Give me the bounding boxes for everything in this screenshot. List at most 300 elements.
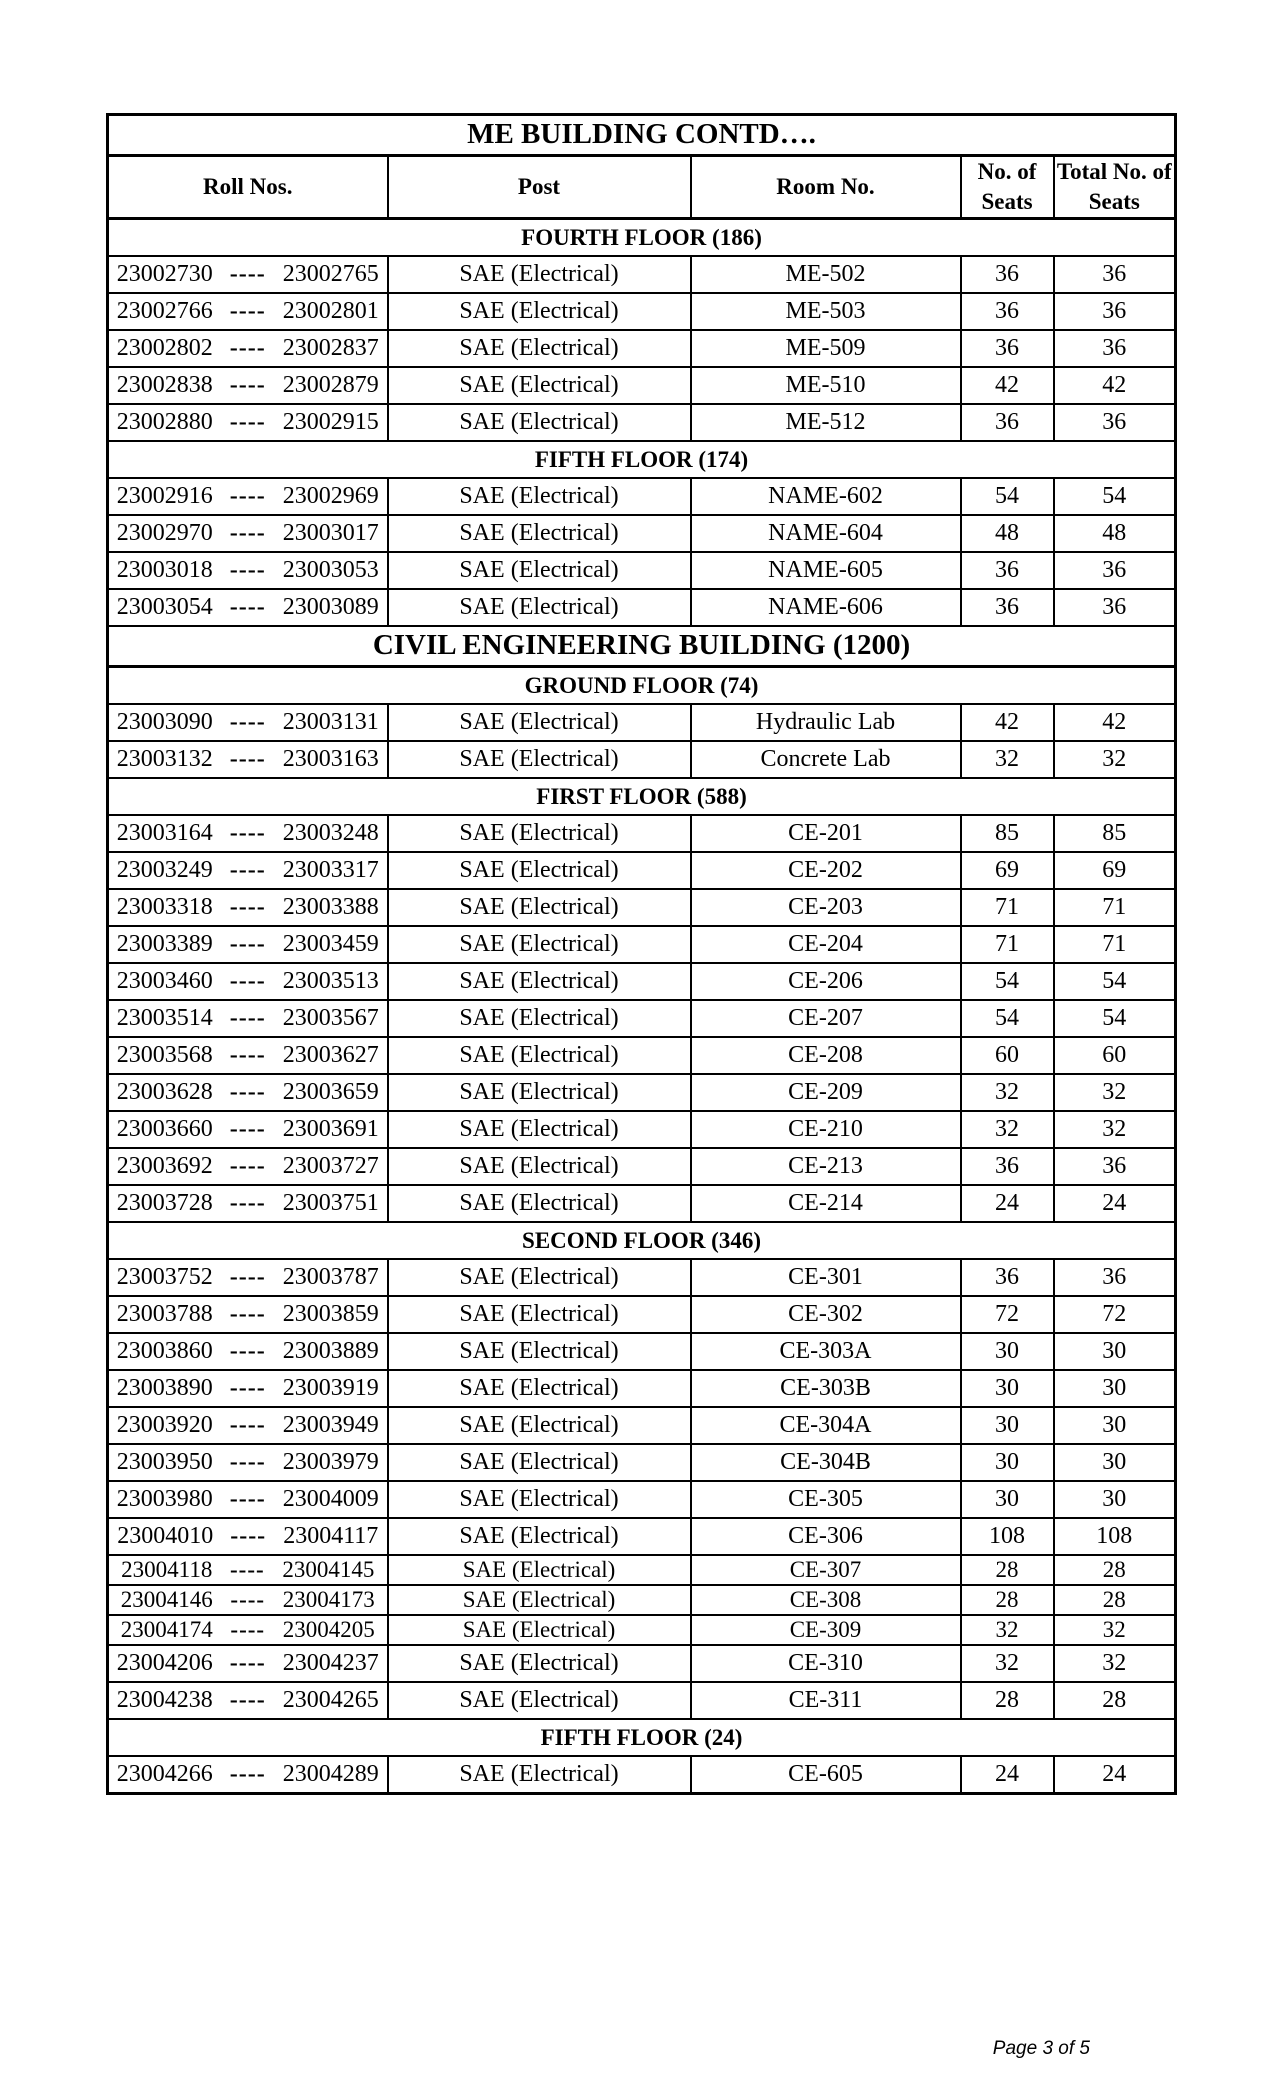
roll-from: 23002730 <box>116 261 213 288</box>
roll-range-cell <box>108 1481 388 1518</box>
room-no-cell: CE-307 <box>691 1555 961 1585</box>
roll-from: 23003514 <box>116 1005 213 1032</box>
roll-from: 23004146 <box>120 1587 213 1613</box>
total-seats-cell: 24 <box>1054 1756 1176 1794</box>
roll-range-separator: ---- <box>229 1116 266 1143</box>
roll-from: 23003752 <box>116 1264 213 1291</box>
header-total-seats: Total No. of Seats <box>1054 156 1176 219</box>
room-no-cell: Hydraulic Lab <box>691 704 961 741</box>
seats-cell: 28 <box>961 1585 1054 1615</box>
roll-range-cell <box>108 1682 388 1719</box>
building-title-row <box>108 115 1176 156</box>
table-row <box>108 1296 1176 1333</box>
seats-cell: 36 <box>961 589 1054 626</box>
roll-to: 23003317 <box>282 857 379 884</box>
roll-from: 23003132 <box>116 746 213 773</box>
seats-cell: 32 <box>961 1111 1054 1148</box>
total-seats-cell: 28 <box>1054 1585 1176 1615</box>
table-row <box>108 1074 1176 1111</box>
room-no-cell: NAME-604 <box>691 515 961 552</box>
room-no-cell: CE-304A <box>691 1407 961 1444</box>
room-no-cell: CE-213 <box>691 1148 961 1185</box>
roll-from: 23003318 <box>116 894 213 921</box>
roll-range-cell <box>108 1333 388 1370</box>
roll-to: 23004205 <box>282 1617 375 1643</box>
total-seats-cell: 36 <box>1054 1148 1176 1185</box>
roll-range-separator: ---- <box>229 1687 266 1714</box>
roll-range-separator: ---- <box>229 746 266 773</box>
table-row <box>108 1037 1176 1074</box>
roll-range-cell <box>108 815 388 852</box>
roll-from: 23003389 <box>116 931 213 958</box>
roll-to: 23003459 <box>282 931 379 958</box>
roll-range-cell <box>108 1370 388 1407</box>
room-no-cell: ME-509 <box>691 330 961 367</box>
post-cell: SAE (Electrical) <box>388 1259 691 1296</box>
roll-range-separator: ---- <box>229 1486 266 1513</box>
room-no-cell: CE-309 <box>691 1615 961 1645</box>
roll-to: 23003691 <box>282 1116 379 1143</box>
roll-to: 23004237 <box>282 1650 379 1677</box>
roll-range-cell <box>108 1185 388 1222</box>
seats-cell: 32 <box>961 741 1054 778</box>
roll-range-separator: ---- <box>229 1042 266 1069</box>
roll-to: 23003659 <box>282 1079 379 1106</box>
roll-from: 23003628 <box>116 1079 213 1106</box>
roll-to: 23003919 <box>282 1375 379 1402</box>
roll-to: 23002765 <box>282 261 379 288</box>
room-no-cell: CE-204 <box>691 926 961 963</box>
post-cell: SAE (Electrical) <box>388 1518 691 1555</box>
room-no-cell: CE-210 <box>691 1111 961 1148</box>
table-row <box>108 704 1176 741</box>
table-row <box>108 1615 1176 1645</box>
post-cell: SAE (Electrical) <box>388 404 691 441</box>
floor-heading-row <box>108 441 1176 478</box>
roll-range-cell <box>108 1037 388 1074</box>
room-no-cell: NAME-602 <box>691 478 961 515</box>
seats-cell: 71 <box>961 889 1054 926</box>
roll-range-cell <box>108 1000 388 1037</box>
roll-range-separator: ---- <box>229 1412 266 1439</box>
roll-range-separator: ---- <box>230 1523 267 1550</box>
post-cell: SAE (Electrical) <box>388 367 691 404</box>
roll-range-cell <box>108 1756 388 1794</box>
total-seats-cell: 32 <box>1054 1615 1176 1645</box>
total-seats-cell: 85 <box>1054 815 1176 852</box>
total-seats-cell: 32 <box>1054 1111 1176 1148</box>
seats-cell: 28 <box>961 1555 1054 1585</box>
roll-to: 23003388 <box>282 894 379 921</box>
roll-range-separator: ---- <box>230 1557 265 1583</box>
table-row <box>108 1185 1176 1222</box>
room-no-cell: ME-502 <box>691 256 961 293</box>
seats-cell: 60 <box>961 1037 1054 1074</box>
roll-range-separator: ---- <box>229 820 266 847</box>
roll-to: 23003513 <box>282 968 379 995</box>
room-no-cell: CE-303A <box>691 1333 961 1370</box>
room-no-cell: NAME-606 <box>691 589 961 626</box>
room-no-cell: CE-303B <box>691 1370 961 1407</box>
room-no-cell: CE-214 <box>691 1185 961 1222</box>
post-cell: SAE (Electrical) <box>388 478 691 515</box>
roll-from: 23003568 <box>116 1042 213 1069</box>
table-row <box>108 1585 1176 1615</box>
table-row <box>108 852 1176 889</box>
roll-range-cell <box>108 852 388 889</box>
table-row <box>108 1370 1176 1407</box>
room-no-cell: Concrete Lab <box>691 741 961 778</box>
roll-range-cell <box>108 1615 388 1645</box>
floor-heading: FIRST FLOOR (588) <box>108 778 1176 815</box>
table-row <box>108 515 1176 552</box>
post-cell: SAE (Electrical) <box>388 515 691 552</box>
roll-to: 23003727 <box>282 1153 379 1180</box>
roll-from: 23004266 <box>116 1761 213 1788</box>
post-cell: SAE (Electrical) <box>388 552 691 589</box>
total-seats-cell: 48 <box>1054 515 1176 552</box>
table-row <box>108 293 1176 330</box>
table-row <box>108 330 1176 367</box>
room-no-cell: NAME-605 <box>691 552 961 589</box>
total-seats-cell: 30 <box>1054 1444 1176 1481</box>
roll-to: 23002801 <box>282 298 379 325</box>
total-seats-cell: 36 <box>1054 256 1176 293</box>
roll-to: 23004117 <box>283 1523 379 1550</box>
header-post: Post <box>388 156 691 219</box>
roll-range-cell <box>108 1444 388 1481</box>
total-seats-cell: 28 <box>1054 1682 1176 1719</box>
building-title: ME BUILDING CONTD…. <box>108 115 1176 156</box>
floor-heading-row <box>108 1222 1176 1259</box>
seats-cell: 85 <box>961 815 1054 852</box>
post-cell: SAE (Electrical) <box>388 852 691 889</box>
room-no-cell: CE-311 <box>691 1682 961 1719</box>
total-seats-cell: 42 <box>1054 367 1176 404</box>
roll-to: 23003889 <box>282 1338 379 1365</box>
roll-range-separator: ---- <box>229 1375 266 1402</box>
roll-range-cell <box>108 704 388 741</box>
roll-from: 23003249 <box>116 857 213 884</box>
room-no-cell: ME-512 <box>691 404 961 441</box>
header-roll-nos: Roll Nos. <box>108 156 388 219</box>
roll-range-separator: ---- <box>229 261 266 288</box>
roll-from: 23003980 <box>116 1486 213 1513</box>
roll-range-cell <box>108 330 388 367</box>
seats-cell: 36 <box>961 1259 1054 1296</box>
seats-cell: 69 <box>961 852 1054 889</box>
total-seats-cell: 36 <box>1054 1259 1176 1296</box>
roll-from: 23003018 <box>116 557 213 584</box>
roll-range-cell <box>108 963 388 1000</box>
roll-range-cell <box>108 889 388 926</box>
roll-from: 23002880 <box>116 409 213 436</box>
roll-to: 23004009 <box>282 1486 379 1513</box>
post-cell: SAE (Electrical) <box>388 815 691 852</box>
seats-cell: 32 <box>961 1615 1054 1645</box>
total-seats-cell: 30 <box>1054 1407 1176 1444</box>
seats-cell: 36 <box>961 330 1054 367</box>
room-no-cell: CE-305 <box>691 1481 961 1518</box>
post-cell: SAE (Electrical) <box>388 256 691 293</box>
roll-range-separator: ---- <box>229 1005 266 1032</box>
table-row <box>108 589 1176 626</box>
roll-range-cell <box>108 404 388 441</box>
roll-to: 23003751 <box>282 1190 379 1217</box>
building-heading: CIVIL ENGINEERING BUILDING (1200) <box>108 626 1176 667</box>
roll-range-cell <box>108 1585 388 1615</box>
floor-heading: SECOND FLOOR (346) <box>108 1222 1176 1259</box>
roll-range-cell <box>108 926 388 963</box>
post-cell: SAE (Electrical) <box>388 1333 691 1370</box>
page-number: Page 3 of 5 <box>992 2038 1090 2059</box>
seats-cell: 30 <box>961 1407 1054 1444</box>
roll-from: 23003164 <box>116 820 213 847</box>
seating-table-body <box>108 115 1176 1794</box>
roll-to: 23003017 <box>282 520 379 547</box>
post-cell: SAE (Electrical) <box>388 1444 691 1481</box>
roll-to: 23002915 <box>282 409 379 436</box>
roll-to: 23002879 <box>282 372 379 399</box>
roll-range-separator: ---- <box>229 709 266 736</box>
roll-range-cell <box>108 741 388 778</box>
roll-to: 23002969 <box>282 483 379 510</box>
roll-range-separator: ---- <box>229 1650 266 1677</box>
roll-to: 23003949 <box>282 1412 379 1439</box>
seats-cell: 24 <box>961 1756 1054 1794</box>
table-row <box>108 367 1176 404</box>
room-no-cell: CE-201 <box>691 815 961 852</box>
roll-from: 23003788 <box>116 1301 213 1328</box>
seats-cell: 36 <box>961 404 1054 441</box>
roll-range-separator: ---- <box>229 483 266 510</box>
post-cell: SAE (Electrical) <box>388 1555 691 1585</box>
post-cell: SAE (Electrical) <box>388 1370 691 1407</box>
floor-heading-row <box>108 778 1176 815</box>
roll-from: 23002838 <box>116 372 213 399</box>
seats-cell: 30 <box>961 1370 1054 1407</box>
total-seats-cell: 32 <box>1054 1074 1176 1111</box>
seats-cell: 42 <box>961 367 1054 404</box>
roll-to: 23003131 <box>282 709 379 736</box>
room-no-cell: CE-206 <box>691 963 961 1000</box>
floor-heading-row <box>108 218 1176 256</box>
total-seats-cell: 36 <box>1054 589 1176 626</box>
total-seats-cell: 36 <box>1054 552 1176 589</box>
seats-cell: 54 <box>961 1000 1054 1037</box>
roll-to: 23003627 <box>282 1042 379 1069</box>
table-row <box>108 1756 1176 1794</box>
roll-range-separator: ---- <box>229 968 266 995</box>
roll-range-separator: ---- <box>229 520 266 547</box>
table-row <box>108 1407 1176 1444</box>
column-header-row <box>108 156 1176 219</box>
table-row <box>108 889 1176 926</box>
header-room-no: Room No. <box>691 156 961 219</box>
total-seats-cell: 32 <box>1054 1645 1176 1682</box>
roll-from: 23003090 <box>116 709 213 736</box>
post-cell: SAE (Electrical) <box>388 293 691 330</box>
post-cell: SAE (Electrical) <box>388 963 691 1000</box>
post-cell: SAE (Electrical) <box>388 1111 691 1148</box>
roll-range-separator: ---- <box>229 1264 266 1291</box>
roll-to: 23003787 <box>282 1264 379 1291</box>
roll-range-separator: ---- <box>230 1617 266 1643</box>
roll-range-cell <box>108 1148 388 1185</box>
post-cell: SAE (Electrical) <box>388 1682 691 1719</box>
seats-cell: 48 <box>961 515 1054 552</box>
seats-cell: 36 <box>961 256 1054 293</box>
seats-cell: 108 <box>961 1518 1054 1555</box>
seats-cell: 36 <box>961 293 1054 330</box>
roll-range-cell <box>108 1407 388 1444</box>
table-row <box>108 741 1176 778</box>
floor-heading: FOURTH FLOOR (186) <box>108 218 1176 256</box>
post-cell: SAE (Electrical) <box>388 1074 691 1111</box>
roll-from: 23003660 <box>116 1116 213 1143</box>
roll-from: 23003950 <box>116 1449 213 1476</box>
roll-range-separator: ---- <box>229 1761 266 1788</box>
total-seats-cell: 36 <box>1054 404 1176 441</box>
total-seats-cell: 30 <box>1054 1481 1176 1518</box>
total-seats-cell: 54 <box>1054 963 1176 1000</box>
floor-heading: GROUND FLOOR (74) <box>108 666 1176 704</box>
seats-cell: 24 <box>961 1185 1054 1222</box>
table-row <box>108 478 1176 515</box>
header-no-of-seats: No. of Seats <box>961 156 1054 219</box>
total-seats-cell: 32 <box>1054 741 1176 778</box>
roll-range-cell <box>108 1518 388 1555</box>
post-cell: SAE (Electrical) <box>388 1756 691 1794</box>
post-cell: SAE (Electrical) <box>388 1585 691 1615</box>
room-no-cell: CE-203 <box>691 889 961 926</box>
roll-range-cell <box>108 515 388 552</box>
roll-range-cell <box>108 256 388 293</box>
roll-to: 23004265 <box>282 1687 379 1714</box>
table-row <box>108 1148 1176 1185</box>
roll-from: 23003054 <box>116 594 213 621</box>
roll-from: 23003920 <box>116 1412 213 1439</box>
seats-cell: 72 <box>961 1296 1054 1333</box>
roll-from: 23002916 <box>116 483 213 510</box>
total-seats-cell: 54 <box>1054 1000 1176 1037</box>
table-row <box>108 815 1176 852</box>
seats-cell: 30 <box>961 1444 1054 1481</box>
post-cell: SAE (Electrical) <box>388 1148 691 1185</box>
roll-range-separator: ---- <box>229 931 266 958</box>
room-no-cell: ME-510 <box>691 367 961 404</box>
total-seats-cell: 30 <box>1054 1370 1176 1407</box>
table-row <box>108 1000 1176 1037</box>
post-cell: SAE (Electrical) <box>388 741 691 778</box>
roll-from: 23003728 <box>116 1190 213 1217</box>
roll-range-separator: ---- <box>229 1338 266 1365</box>
roll-range-cell <box>108 367 388 404</box>
table-row <box>108 1555 1176 1585</box>
roll-to: 23004173 <box>282 1587 375 1613</box>
total-seats-cell: 36 <box>1054 293 1176 330</box>
roll-from: 23002802 <box>116 335 213 362</box>
seating-table <box>106 113 1177 1795</box>
roll-range-cell <box>108 293 388 330</box>
roll-range-cell <box>108 1296 388 1333</box>
roll-from: 23003460 <box>116 968 213 995</box>
roll-to: 23002837 <box>282 335 379 362</box>
roll-to: 23003053 <box>282 557 379 584</box>
table-row <box>108 552 1176 589</box>
room-no-cell: CE-208 <box>691 1037 961 1074</box>
room-no-cell: CE-304B <box>691 1444 961 1481</box>
roll-range-separator: ---- <box>229 894 266 921</box>
post-cell: SAE (Electrical) <box>388 1645 691 1682</box>
post-cell: SAE (Electrical) <box>388 1037 691 1074</box>
table-row <box>108 1444 1176 1481</box>
post-cell: SAE (Electrical) <box>388 704 691 741</box>
seats-cell: 32 <box>961 1645 1054 1682</box>
roll-range-separator: ---- <box>229 557 266 584</box>
seats-cell: 42 <box>961 704 1054 741</box>
roll-range-separator: ---- <box>229 594 266 621</box>
roll-range-cell <box>108 1645 388 1682</box>
table-row <box>108 1481 1176 1518</box>
roll-range-cell <box>108 478 388 515</box>
roll-from: 23003860 <box>116 1338 213 1365</box>
seats-cell: 36 <box>961 552 1054 589</box>
seats-cell: 71 <box>961 926 1054 963</box>
roll-from: 23003890 <box>116 1375 213 1402</box>
roll-from: 23004238 <box>116 1687 213 1714</box>
total-seats-cell: 108 <box>1054 1518 1176 1555</box>
total-seats-cell: 71 <box>1054 926 1176 963</box>
roll-to: 23003163 <box>282 746 379 773</box>
roll-range-separator: ---- <box>230 1587 266 1613</box>
table-row <box>108 963 1176 1000</box>
room-no-cell: CE-209 <box>691 1074 961 1111</box>
seats-cell: 54 <box>961 478 1054 515</box>
roll-range-separator: ---- <box>229 335 266 362</box>
table-row <box>108 1333 1176 1370</box>
post-cell: SAE (Electrical) <box>388 589 691 626</box>
post-cell: SAE (Electrical) <box>388 1296 691 1333</box>
seats-cell: 54 <box>961 963 1054 1000</box>
seats-cell: 30 <box>961 1481 1054 1518</box>
total-seats-cell: 42 <box>1054 704 1176 741</box>
seats-cell: 36 <box>961 1148 1054 1185</box>
total-seats-cell: 71 <box>1054 889 1176 926</box>
roll-range-separator: ---- <box>229 298 266 325</box>
roll-range-cell <box>108 1111 388 1148</box>
roll-range-separator: ---- <box>229 1449 266 1476</box>
table-row <box>108 1259 1176 1296</box>
post-cell: SAE (Electrical) <box>388 1407 691 1444</box>
room-no-cell: CE-605 <box>691 1756 961 1794</box>
total-seats-cell: 69 <box>1054 852 1176 889</box>
floor-heading: FIFTH FLOOR (24) <box>108 1719 1176 1756</box>
room-no-cell: CE-207 <box>691 1000 961 1037</box>
roll-range-separator: ---- <box>229 1190 266 1217</box>
roll-range-separator: ---- <box>229 409 266 436</box>
roll-from: 23002766 <box>116 298 213 325</box>
roll-to: 23003248 <box>282 820 379 847</box>
roll-range-cell <box>108 1259 388 1296</box>
table-row <box>108 1682 1176 1719</box>
room-no-cell: CE-301 <box>691 1259 961 1296</box>
roll-from: 23002970 <box>116 520 213 547</box>
post-cell: SAE (Electrical) <box>388 1185 691 1222</box>
room-no-cell: CE-308 <box>691 1585 961 1615</box>
room-no-cell: ME-503 <box>691 293 961 330</box>
table-row <box>108 256 1176 293</box>
